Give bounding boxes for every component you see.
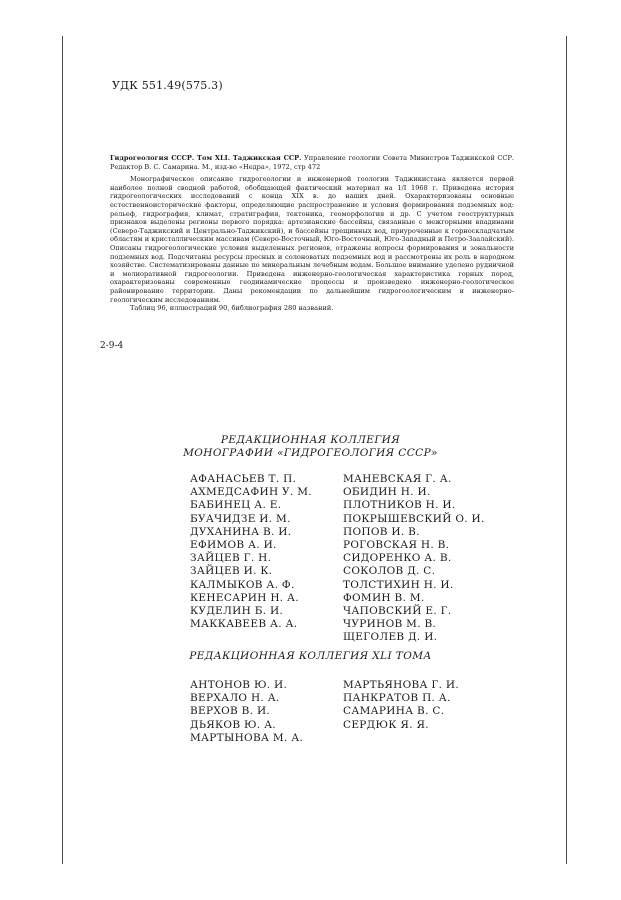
volume-member: МАРТЬЯНОВА Г. И. [343,679,460,691]
abstract-stats: Таблиц 96, иллюстраций 90, библиография 280 названий. [130,304,334,313]
volume-member: ВЕРХАЛО Н. А. [190,692,280,705]
board-member: ЕФИМОВ А. И. [190,538,277,551]
classification-code: 2-9-4 [100,341,124,351]
board-member: ОБИДИН Н. И. [343,486,431,499]
board-member: СОКОЛОВ Д. С. [343,565,436,578]
abstract-text: Монографическое описание гидрогеологии и инженерной геологии Таджикистана является первой наиболее полной сводной работой, обобщающей фактический материал на 1/I 1968 г. Приведена история гидрогеологических исследований с конца XIX в. до наших дней. Охарактеризованы основные естественноисторические факторы, определяющие распространение и условия формирования подземных вод: рельеф, гидрография, климат, стратиграфия, тектоника, геоморфология и др. С учетом геоструктурных признаков выделены регионы первого порядка: артезианские бассейны, связанные с межгорными впадинами (Северо-Таджикский и Центрально-Таджикский), и бассейны трещинных вод, приуроченные к горноскладчатым областям и кристаллическим массивам (Северо-Восточный, Юго-Восточный, Юго-Западный и Петро-Заалайский). Описаны гидрогеологические условия выделенных регионов, отражены вопросы формирования и зональности подземных вод. Подсчитаны ресурсы пресных и солоноватых подземных вод и рассмотрены их роль в народном хозяйстве. Систематизированы данные по минеральным лечебным водам. Большое внимание уделено рудничной и мелиоративной гидрогеологии. Приведена инженерно-геологическая характеристика горных пород, охарактеризованы современные геодинамические процессы и произведено инженерно-геологическое районирование территории. Даны рекомендации по дальнейшим гидрогеологическим и инженерно-геологическим исследованиям. [110,175,515,304]
board-member: ЗАЙЦЕВ Г. Н. [190,552,272,565]
board-member: ФОМИН В. М. [343,591,425,604]
volume-member: ВЕРХОВ В. И. [190,705,271,718]
abstract-block [110,154,514,313]
board-member: АФАНАСЬЕВ Т. П. [190,473,297,485]
board-member: МАККАВЕЕВ А. А. [190,618,298,631]
board-member: КЕНЕСАРИН Н. А. [190,591,299,604]
board-member: АХМЕДСАФИН У. М. [190,486,312,499]
board-member: ЧУРИНОВ М. В. [343,618,437,631]
board-member: БУАЧИДЗЕ И. М. [190,512,291,525]
board-member: ТОЛСТИХИН Н. И. [343,578,454,591]
board-member: ПОПОВ И. В. [343,525,420,538]
volume-member: СЕРДЮК Я. Я. [343,718,429,731]
citation-title: Гидрогеология СССР. Том XLI. Таджикская ССР. [110,154,302,162]
udk-code: УДК 551.49(575.3) [112,79,223,92]
board-member: СИДОРЕНКО А. В. [343,552,452,565]
board-member: ПОКРЫШЕВСКИЙ О. И. [343,512,485,525]
board-member: КАЛМЫКОВ А. Ф. [190,578,295,591]
volume-board-left-column [190,679,303,745]
board-member: МАНЕВСКАЯ Г. А. [343,473,452,485]
board-member: ДУХАНИНА В. И. [190,525,292,538]
board-member: БАБИНЕЦ А. Е. [190,499,282,512]
volume-member: МАРТЫНОВА М. А. [190,731,304,744]
board-member: ЗАЙЦЕВ И. К. [190,565,273,578]
main-board-right-column [343,473,485,644]
main-board-title-line1: РЕДАКЦИОННАЯ КОЛЛЕГИЯ [220,434,401,446]
bibliographic-citation [110,154,514,171]
volume-board-title: РЕДАКЦИОННАЯ КОЛЛЕГИЯ XLI ТОМА [189,650,432,662]
board-member: КУДЕЛИН Б. И. [190,604,284,617]
board-member: ЧАПОВСКИЙ Е. Г. [343,604,452,617]
board-member: ЩЕГОЛЕВ Д. И. [343,631,438,644]
main-board-title [0,434,621,460]
volume-member: ПАНКРАТОВ П. А. [343,692,451,705]
volume-member: АНТОНОВ Ю. И. [190,679,288,691]
board-member: РОГОВСКАЯ Н. В. [343,538,450,551]
citation-details: Управление геологии Совета Министров Таджикской ССР. Редактор В. С. Самарина. М., изд-во «Недра», 1972, стр 472 [110,154,514,171]
volume-member: САМАРИНА В. С. [343,705,445,718]
volume-member: ДЬЯКОВ Ю. А. [190,718,276,731]
main-board-title-line2: МОНОГРАФИИ «ГИДРОГЕОЛОГИЯ СССР» [183,447,438,459]
board-member: ПЛОТНИКОВ Н. И. [343,499,456,512]
volume-board-right-column [343,679,459,732]
main-board-left-column [190,473,312,631]
